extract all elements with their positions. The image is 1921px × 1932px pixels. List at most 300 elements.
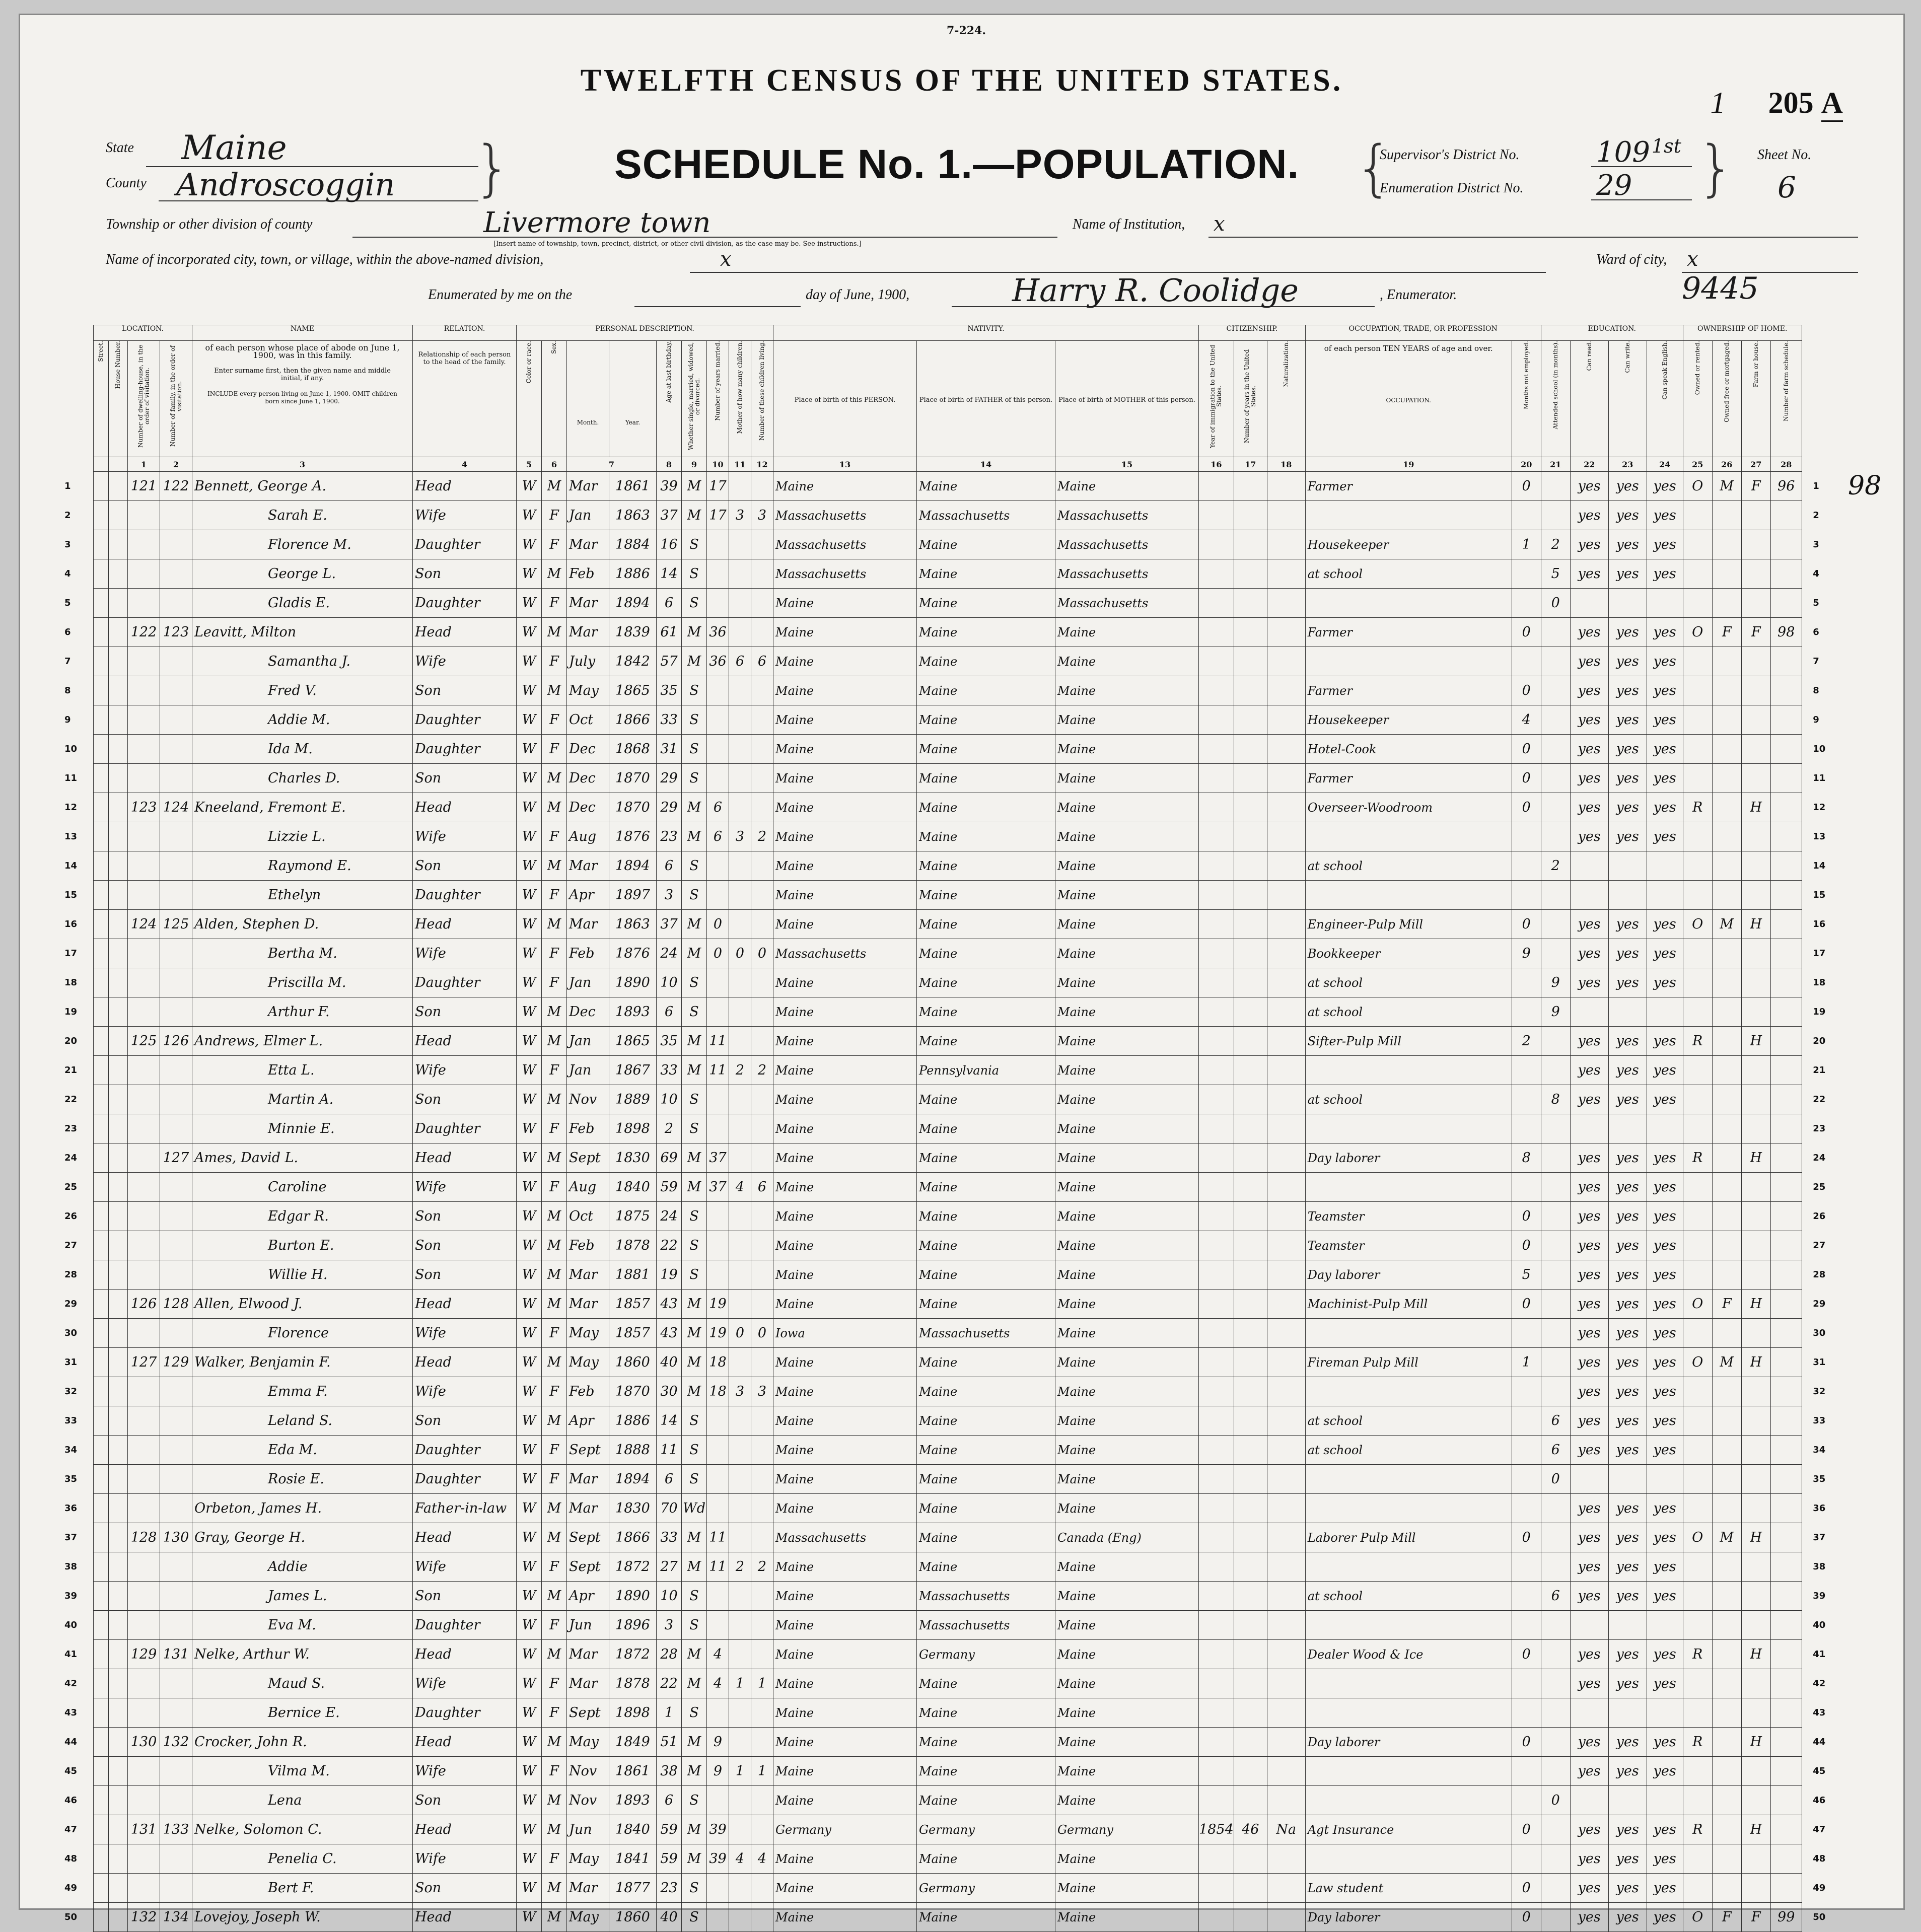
line-number: 50 — [1813, 1911, 1826, 1922]
birthplace-mother-cell: Maine — [1055, 676, 1199, 705]
birth-month-cell: Sept — [567, 1552, 609, 1582]
immigration-cell — [1199, 910, 1234, 939]
birth-year-cell: 1863 — [609, 501, 657, 530]
immigration-cell — [1199, 1523, 1234, 1552]
birth-year-cell: 1870 — [609, 793, 657, 822]
farm-house-cell — [1741, 1085, 1770, 1114]
table-row — [94, 1874, 1802, 1903]
naturalization-cell: Na — [1267, 1815, 1305, 1844]
can-write-cell: yes — [1608, 1640, 1647, 1669]
farm-schedule-cell — [1770, 1582, 1802, 1611]
page-letter: A — [1821, 86, 1843, 122]
line-number: 24 — [1813, 1152, 1826, 1163]
col-owned-rented: Owned or rented. — [1683, 341, 1712, 457]
house-cell — [109, 1027, 128, 1056]
can-write-cell: yes — [1608, 1436, 1647, 1465]
farm-schedule-cell — [1770, 1844, 1802, 1874]
naturalization-cell — [1267, 968, 1305, 997]
birthplace-father-cell: Maine — [917, 851, 1055, 881]
family-cell — [160, 705, 192, 735]
naturalization-cell — [1267, 1844, 1305, 1874]
right-brace: { — [1355, 133, 1393, 203]
birth-month-cell: Mar — [567, 618, 609, 647]
line-number: 1 — [64, 480, 71, 491]
can-speak-cell: yes — [1647, 910, 1683, 939]
birthplace-father-cell: Massachusetts — [917, 1319, 1055, 1348]
can-write-cell: yes — [1608, 1085, 1647, 1114]
line-number: 13 — [64, 831, 78, 842]
months-not-employed-cell — [1512, 1698, 1541, 1728]
column-number: 7 — [567, 457, 657, 472]
attended-school-cell — [1541, 1611, 1570, 1640]
can-read-cell: yes — [1570, 1728, 1608, 1757]
house-cell — [109, 559, 128, 589]
street-cell — [94, 1260, 109, 1290]
owned-rented-cell — [1683, 939, 1712, 968]
street-cell — [94, 1786, 109, 1815]
color-cell: W — [517, 735, 542, 764]
color-cell: W — [517, 1114, 542, 1143]
farm-schedule-cell — [1770, 793, 1802, 822]
can-write-cell: yes — [1608, 1056, 1647, 1085]
institution-line — [1208, 237, 1858, 238]
months-not-employed-cell — [1512, 1757, 1541, 1786]
line-number: 36 — [64, 1502, 78, 1514]
name-cell: Sarah E. — [192, 501, 413, 530]
sex-cell: F — [542, 1465, 567, 1494]
house-cell — [109, 1523, 128, 1552]
immigration-cell — [1199, 1874, 1234, 1903]
sex-cell: F — [542, 1436, 567, 1465]
dwelling-cell — [128, 881, 160, 910]
color-cell: W — [517, 1290, 542, 1319]
table-row — [94, 530, 1802, 559]
marital-cell: M — [682, 501, 707, 530]
street-cell — [94, 1436, 109, 1465]
age-cell: 70 — [657, 1494, 682, 1523]
name-cell: George L. — [192, 559, 413, 589]
owned-free-cell — [1712, 1552, 1741, 1582]
children-living-cell — [751, 589, 773, 618]
birth-month-cell: Feb — [567, 1114, 609, 1143]
months-not-employed-cell: 4 — [1512, 705, 1541, 735]
years-married-cell: 11 — [707, 1027, 729, 1056]
attended-school-cell — [1541, 1815, 1570, 1844]
table-row — [94, 851, 1802, 881]
farm-house-cell — [1741, 1611, 1770, 1640]
birthplace-person-cell: Maine — [773, 1611, 917, 1640]
birth-month-cell: Nov — [567, 1786, 609, 1815]
birthplace-mother-cell: Maine — [1055, 705, 1199, 735]
can-read-cell — [1570, 851, 1608, 881]
street-cell — [94, 1552, 109, 1582]
farm-schedule-cell: 96 — [1770, 472, 1802, 501]
group-personal: PERSONAL DESCRIPTION. — [517, 325, 773, 341]
color-cell: W — [517, 1552, 542, 1582]
line-number: 36 — [1813, 1502, 1826, 1514]
immigration-cell — [1199, 1143, 1234, 1173]
sex-cell: M — [542, 1260, 567, 1290]
sex-cell: M — [542, 793, 567, 822]
house-cell — [109, 1494, 128, 1523]
color-cell: W — [517, 1406, 542, 1436]
color-cell: W — [517, 589, 542, 618]
months-not-employed-cell — [1512, 968, 1541, 997]
family-cell — [160, 1114, 192, 1143]
street-cell — [94, 1143, 109, 1173]
name-cell: Fred V. — [192, 676, 413, 705]
children-living-cell: 6 — [751, 1173, 773, 1202]
sex-cell: M — [542, 618, 567, 647]
street-cell — [94, 939, 109, 968]
attended-school-cell — [1541, 1056, 1570, 1085]
dwelling-cell — [128, 1786, 160, 1815]
birthplace-father-cell: Germany — [917, 1640, 1055, 1669]
attended-school-cell — [1541, 1290, 1570, 1319]
months-not-employed-cell — [1512, 822, 1541, 851]
children-living-cell — [751, 997, 773, 1027]
immigration-cell — [1199, 1844, 1234, 1874]
family-cell — [160, 589, 192, 618]
naturalization-cell — [1267, 1436, 1305, 1465]
owned-rented-cell — [1683, 1173, 1712, 1202]
dwelling-cell — [128, 501, 160, 530]
owned-free-cell: M — [1712, 910, 1741, 939]
table-row — [94, 705, 1802, 735]
occupation-cell — [1305, 1056, 1512, 1085]
line-number: 24 — [64, 1152, 78, 1163]
birthplace-person-cell: Maine — [773, 1143, 917, 1173]
birth-month-cell: Apr — [567, 1406, 609, 1436]
street-cell — [94, 472, 109, 501]
birthplace-person-cell: Maine — [773, 589, 917, 618]
birth-month-cell: Mar — [567, 589, 609, 618]
immigration-cell — [1199, 705, 1234, 735]
ward-value: x — [1687, 248, 1698, 271]
line-number: 4 — [1813, 568, 1819, 579]
can-read-cell: yes — [1570, 1903, 1608, 1932]
occupation-cell: Engineer-Pulp Mill — [1305, 910, 1512, 939]
immigration-cell — [1199, 1085, 1234, 1114]
family-cell: 131 — [160, 1640, 192, 1669]
owned-free-cell — [1712, 1815, 1741, 1844]
birthplace-person-cell: Maine — [773, 1056, 917, 1085]
age-cell: 29 — [657, 764, 682, 793]
table-row — [94, 472, 1802, 501]
color-cell: W — [517, 705, 542, 735]
farm-house-cell — [1741, 1465, 1770, 1494]
sex-cell: F — [542, 1377, 567, 1406]
marital-cell: M — [682, 647, 707, 676]
birthplace-mother-cell: Massachusetts — [1055, 589, 1199, 618]
color-cell: W — [517, 1698, 542, 1728]
family-cell — [160, 1669, 192, 1698]
farm-schedule-cell — [1770, 1698, 1802, 1728]
years-in-us-cell — [1234, 1523, 1267, 1552]
farm-schedule-cell — [1770, 647, 1802, 676]
months-not-employed-cell — [1512, 1465, 1541, 1494]
birth-year-cell: 1889 — [609, 1085, 657, 1114]
can-speak-cell: yes — [1647, 1085, 1683, 1114]
marital-cell: M — [682, 1815, 707, 1844]
birthplace-father-cell: Maine — [917, 1290, 1055, 1319]
line-number: 40 — [1813, 1619, 1826, 1630]
birth-month-cell: May — [567, 1844, 609, 1874]
can-read-cell — [1570, 997, 1608, 1027]
line-number: 41 — [1813, 1649, 1826, 1660]
farm-schedule-cell — [1770, 1874, 1802, 1903]
line-number: 12 — [1813, 802, 1826, 813]
attended-school-cell — [1541, 1231, 1570, 1260]
years-in-us-cell — [1234, 1465, 1267, 1494]
owned-free-cell — [1712, 764, 1741, 793]
birth-month-cell: May — [567, 1348, 609, 1377]
table-row — [94, 1436, 1802, 1465]
color-cell: W — [517, 1582, 542, 1611]
naturalization-cell — [1267, 676, 1305, 705]
can-speak-cell: yes — [1647, 764, 1683, 793]
color-cell: W — [517, 1815, 542, 1844]
mother-of-cell — [729, 1260, 751, 1290]
table-row — [94, 793, 1802, 822]
owned-free-cell — [1712, 1114, 1741, 1143]
marital-cell: M — [682, 618, 707, 647]
children-living-cell — [751, 1231, 773, 1260]
years-in-us-cell — [1234, 1552, 1267, 1582]
dwelling-cell — [128, 1114, 160, 1143]
can-read-cell: yes — [1570, 910, 1608, 939]
naturalization-cell — [1267, 1494, 1305, 1523]
can-speak-cell: yes — [1647, 1348, 1683, 1377]
attended-school-cell — [1541, 1377, 1570, 1406]
immigration-cell — [1199, 1319, 1234, 1348]
months-not-employed-cell: 0 — [1512, 764, 1541, 793]
street-cell — [94, 997, 109, 1027]
months-not-employed-cell: 0 — [1512, 1728, 1541, 1757]
family-cell — [160, 1085, 192, 1114]
mother-of-cell: 0 — [729, 1319, 751, 1348]
age-cell: 24 — [657, 1202, 682, 1231]
age-cell: 14 — [657, 1406, 682, 1436]
years-married-cell — [707, 851, 729, 881]
immigration-cell — [1199, 881, 1234, 910]
color-cell: W — [517, 822, 542, 851]
line-number: 46 — [1813, 1795, 1826, 1806]
line-number: 42 — [1813, 1678, 1826, 1689]
col-year: Year. — [609, 341, 657, 457]
table-row — [94, 501, 1802, 530]
age-cell: 19 — [657, 1260, 682, 1290]
farm-schedule-cell — [1770, 1114, 1802, 1143]
birthplace-mother-cell: Maine — [1055, 1844, 1199, 1874]
birth-month-cell: Sept — [567, 1523, 609, 1552]
table-row — [94, 1903, 1802, 1932]
birthplace-person-cell: Maine — [773, 472, 917, 501]
months-not-employed-cell: 8 — [1512, 1143, 1541, 1173]
line-number: 25 — [64, 1181, 78, 1192]
line-number: 31 — [1813, 1356, 1826, 1368]
farm-schedule-cell — [1770, 501, 1802, 530]
dwelling-cell: 122 — [128, 618, 160, 647]
farm-house-cell — [1741, 705, 1770, 735]
marital-cell: S — [682, 589, 707, 618]
name-cell: Alden, Stephen D. — [192, 910, 413, 939]
years-in-us-cell — [1234, 1027, 1267, 1056]
years-in-us-cell — [1234, 1202, 1267, 1231]
children-living-cell — [751, 1494, 773, 1523]
immigration-cell — [1199, 618, 1234, 647]
mother-of-cell — [729, 1143, 751, 1173]
mother-of-cell — [729, 968, 751, 997]
can-read-cell: yes — [1570, 530, 1608, 559]
name-cell: Gray, George H. — [192, 1523, 413, 1552]
birthplace-person-cell: Maine — [773, 1377, 917, 1406]
column-number — [94, 457, 109, 472]
immigration-cell — [1199, 1903, 1234, 1932]
birth-year-cell: 1870 — [609, 764, 657, 793]
sex-cell: F — [542, 647, 567, 676]
marital-cell: M — [682, 793, 707, 822]
line-number: 41 — [64, 1649, 78, 1660]
years-married-cell: 19 — [707, 1290, 729, 1319]
birth-year-cell: 1857 — [609, 1290, 657, 1319]
children-living-cell — [751, 1611, 773, 1640]
owned-rented-cell: R — [1683, 1640, 1712, 1669]
table-row — [94, 1786, 1802, 1815]
owned-free-cell — [1712, 1757, 1741, 1786]
birthplace-father-cell: Maine — [917, 968, 1055, 997]
farm-house-cell — [1741, 647, 1770, 676]
months-not-employed-cell — [1512, 881, 1541, 910]
occupation-cell: Housekeeper — [1305, 705, 1512, 735]
birthplace-person-cell: Maine — [773, 735, 917, 764]
children-living-cell — [751, 1728, 773, 1757]
mother-of-cell — [729, 1786, 751, 1815]
birthplace-person-cell: Maine — [773, 1728, 917, 1757]
years-married-cell: 4 — [707, 1640, 729, 1669]
relation-cell: Son — [413, 1231, 517, 1260]
farm-schedule-cell — [1770, 1728, 1802, 1757]
age-cell: 39 — [657, 472, 682, 501]
occupation-cell — [1305, 1844, 1512, 1874]
relation-cell: Head — [413, 618, 517, 647]
birthplace-mother-cell: Maine — [1055, 851, 1199, 881]
age-cell: 59 — [657, 1173, 682, 1202]
can-speak-cell: yes — [1647, 1202, 1683, 1231]
col-month: Month. — [567, 341, 609, 457]
attended-school-cell — [1541, 676, 1570, 705]
owned-free-cell — [1712, 1698, 1741, 1728]
owned-free-cell — [1712, 1640, 1741, 1669]
col-owned-free: Owned free or mortgaged. — [1712, 341, 1741, 457]
naturalization-cell — [1267, 1085, 1305, 1114]
children-living-cell — [751, 1874, 773, 1903]
line-number: 30 — [64, 1327, 78, 1338]
immigration-cell — [1199, 559, 1234, 589]
months-not-employed-cell: 0 — [1512, 1815, 1541, 1844]
birth-year-cell: 1840 — [609, 1173, 657, 1202]
age-cell: 2 — [657, 1114, 682, 1143]
can-speak-cell: yes — [1647, 647, 1683, 676]
color-cell: W — [517, 764, 542, 793]
children-living-cell — [751, 1290, 773, 1319]
years-in-us-cell — [1234, 1143, 1267, 1173]
years-in-us-cell — [1234, 822, 1267, 851]
can-write-cell: yes — [1608, 822, 1647, 851]
birthplace-mother-cell: Maine — [1055, 939, 1199, 968]
owned-free-cell — [1712, 1611, 1741, 1640]
birthplace-mother-cell: Maine — [1055, 764, 1199, 793]
col-birth-person: Place of birth of this PERSON. — [773, 341, 917, 457]
years-married-cell — [707, 997, 729, 1027]
can-read-cell: yes — [1570, 1290, 1608, 1319]
can-write-cell: yes — [1608, 1377, 1647, 1406]
relation-cell: Son — [413, 1406, 517, 1436]
can-write-cell: yes — [1608, 1669, 1647, 1698]
occupation-cell: at school — [1305, 851, 1512, 881]
immigration-cell — [1199, 1640, 1234, 1669]
immigration-cell — [1199, 1757, 1234, 1786]
occupation-cell — [1305, 1114, 1512, 1143]
relation-cell: Head — [413, 793, 517, 822]
mother-of-cell: 1 — [729, 1757, 751, 1786]
birth-month-cell: Feb — [567, 939, 609, 968]
family-cell — [160, 1260, 192, 1290]
column-number: 11 — [729, 457, 751, 472]
children-living-cell: 4 — [751, 1844, 773, 1874]
owned-rented-cell — [1683, 501, 1712, 530]
city-label: Name of incorporated city, town, or village, within the above-named division, — [106, 252, 544, 267]
owned-free-cell — [1712, 1377, 1741, 1406]
street-cell — [94, 1640, 109, 1669]
months-not-employed-cell: 0 — [1512, 735, 1541, 764]
birthplace-father-cell: Germany — [917, 1815, 1055, 1844]
naturalization-cell — [1267, 1260, 1305, 1290]
months-not-employed-cell — [1512, 501, 1541, 530]
line-number: 18 — [64, 977, 78, 988]
line-number: 35 — [64, 1473, 78, 1484]
can-speak-cell: yes — [1647, 1552, 1683, 1582]
owned-free-cell — [1712, 939, 1741, 968]
age-cell: 11 — [657, 1436, 682, 1465]
age-cell: 57 — [657, 647, 682, 676]
house-cell — [109, 1143, 128, 1173]
name-cell: Bert F. — [192, 1874, 413, 1903]
mother-of-cell — [729, 1436, 751, 1465]
farm-house-cell — [1741, 997, 1770, 1027]
name-cell: Penelia C. — [192, 1844, 413, 1874]
street-cell — [94, 1698, 109, 1728]
months-not-employed-cell — [1512, 1377, 1541, 1406]
birth-year-cell: 1868 — [609, 735, 657, 764]
years-married-cell — [707, 1085, 729, 1114]
birthplace-father-cell: Maine — [917, 735, 1055, 764]
mother-of-cell: 4 — [729, 1844, 751, 1874]
children-living-cell — [751, 1260, 773, 1290]
years-in-us-cell — [1234, 939, 1267, 968]
township-note: [Insert name of township, town, precinct, district, or other civil division, as the case may be. See instructions.] — [493, 240, 862, 248]
street-cell — [94, 1465, 109, 1494]
table-row — [94, 1231, 1802, 1260]
farm-schedule-cell — [1770, 1815, 1802, 1844]
house-cell — [109, 822, 128, 851]
color-cell: W — [517, 910, 542, 939]
owned-free-cell — [1712, 1669, 1741, 1698]
birth-month-cell: Nov — [567, 1757, 609, 1786]
years-married-cell — [707, 1874, 729, 1903]
color-cell: W — [517, 472, 542, 501]
table-row — [94, 676, 1802, 705]
